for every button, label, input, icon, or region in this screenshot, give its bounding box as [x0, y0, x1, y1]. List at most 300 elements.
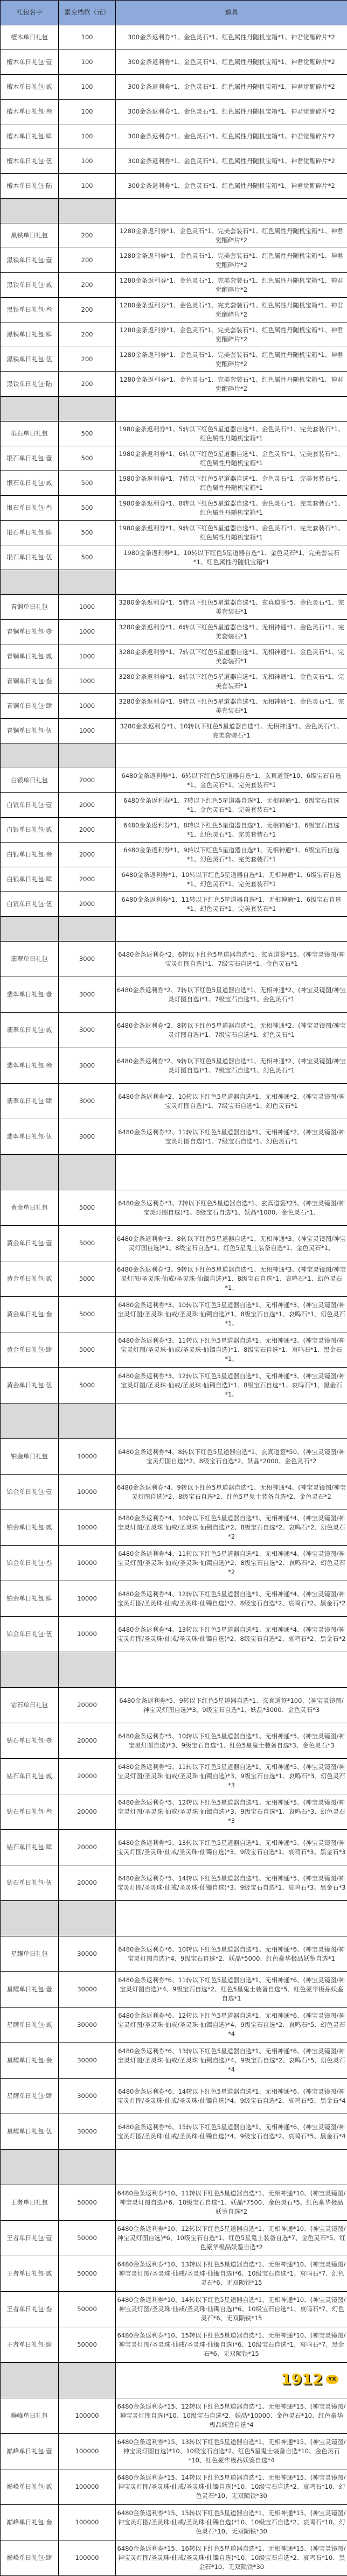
pack-items-cell: 3280金条返利券*1、7转以下红色5星道器自选*1、无相神通*1、金色灵石*1、完美套装石*1 [116, 644, 347, 669]
pack-name-cell: 青铜单日礼包·肆 [1, 694, 59, 719]
table-row [1, 1759, 347, 1794]
pack-items-cell: 6480金条返利券*5、11转以下红色5星道器自选*1、无相神通*5、(神宝灵镜图/神宝灵灯图/圣灵珠·仙戒/圣灵珠·仙镯自选)*3、9级宝石自选*1、哀鸣石*3、幻色灵石*3 [116, 1759, 347, 1794]
separator-cell [59, 917, 116, 942]
pack-name-cell: 垠石单日礼包·伍 [1, 545, 59, 570]
pack-tier-cell: 100 [59, 50, 116, 75]
separator-cell [116, 1901, 347, 1936]
table-row [1, 1261, 347, 1297]
site-watermark-logo [281, 2370, 338, 2389]
separator-row [1, 570, 347, 595]
table-row [1, 1226, 347, 1261]
pack-tier-cell: 20000 [59, 1688, 116, 1723]
pack-items-cell: 6480金条返利券*4、8转以下红色5星道器自选*1、玄真道签*50、(神宝灵镜图/神宝灵灯图自选)*2、8级宝石自选*2、妖晶*2000、金色灵石*2 [116, 1439, 347, 1475]
pack-items-cell: 6480金条返利券*10、14转以下红色5星道器自选*1、无相神通*10、(神宝灵镜图/神宝灵灯图/圣灵珠·仙戒/圣灵珠·仙镯自选)*6、10级宝石自选*1、哀鸣石*7、幻色灵石*6、无双陨铁*15 [116, 2292, 347, 2327]
pack-tier-cell: 200 [59, 347, 116, 372]
pack-items-cell: 6480金条返利券*4、9转以下红色5星道器自选*1、无相神通*4、(神宝灵镜图/神宝灵灯图自选)*2、8级宝石自选*2、红色5星鬼士装备自选*2、金色灵石*2 [116, 1475, 347, 1510]
pack-name-cell: 檀木单日礼包·叁 [1, 100, 59, 124]
separator-cell [116, 1652, 347, 1688]
pack-items-cell: 300金条返利券*1、金色灵石*1、红色属性丹随机宝箱*1、神君觉醒碎片*2 [116, 124, 347, 149]
separator-cell [1, 1403, 59, 1439]
pack-name-cell: 垠石单日礼包 [1, 422, 59, 446]
pack-items-cell: 3280金条返利券*1、10转以下红色5星道器自选*1、无相神通*1、金色灵石*1、完美套装石*1 [116, 719, 347, 743]
pack-items-cell: 6480金条返利券*6、13转以下红色5星道器自选*1、无相神通*6、(神宝灵镜图/神宝灵灯图/圣灵珠·仙戒/圣灵珠·仙镯自选)*4、9级宝石自选*2、哀鸣石*5、幻色灵石*4 [116, 2043, 347, 2079]
pack-name-cell: 星耀单日礼包·叁 [1, 2043, 59, 2079]
pack-items-cell: 6480金条返利券*3、8转以下红色5星道器自选*1、无相神通*3、(神宝灵镜图/神宝灵灯图自选)*1、8级宝石自选*1、红色5星鬼士装备自选*1、金色灵石*1、 [116, 1226, 347, 1261]
pack-tier-cell: 20000 [59, 1865, 116, 1901]
pack-tier-cell: 30000 [59, 2079, 116, 2114]
pack-tier-cell: 100 [59, 174, 116, 199]
table-row [1, 644, 347, 669]
pack-name-cell: 青铜单日礼包·叁 [1, 669, 59, 694]
pack-name-cell: 青铜单日礼包·壹 [1, 620, 59, 644]
pack-name-cell: 垠石单日礼包·壹 [1, 446, 59, 471]
pack-items-cell: 300金条返利券*1、金色灵石*1、红色属性丹随机宝箱*1、神君觉醒碎片*2 [116, 149, 347, 174]
separator-cell [116, 397, 347, 422]
pack-items-cell: 6480金条返利券*4、11转以下红色5星道器自选*1、无相神通*4、(神宝灵镜图/神宝灵灯图/圣灵珠·仙戒/圣灵珠·仙镯自选)*2、8级宝石自选*2、哀鸣石*2、幻色灵石*2 [116, 1546, 347, 1581]
table-row [1, 100, 347, 124]
separator-row [1, 743, 347, 768]
pack-tier-cell: 500 [59, 446, 116, 471]
separator-cell [1, 1652, 59, 1688]
table-row [1, 75, 347, 100]
pack-tier-cell: 1000 [59, 644, 116, 669]
table-row [1, 1688, 347, 1723]
pack-tier-cell: 10000 [59, 1439, 116, 1475]
pack-name-cell: 黄金单日礼包·贰 [1, 1261, 59, 1297]
pack-items-cell: 6480金条返利券*3、9转以下红色5星道器自选*1、无相神通*3、(神宝灵镜图/神宝灵灯图/圣灵珠·仙戒/圣灵珠·仙镯自选)*1、8级宝石自选*1、哀鸣石*1、幻色灵石*1、 [116, 1261, 347, 1297]
pack-items-cell: 6480金条返利券*6、11转以下红色5星道器自选*1、无相神通*6、(神宝灵镜图/神宝灵灯图自选)*4、9级宝石自选*2、红色5星鬼士装备自选*5、红色豪华极品妖鉴自选*1 [116, 1972, 347, 2008]
separator-cell [59, 1901, 116, 1936]
pack-items-cell: 1980金条返利券*1、8转以下红色5星道器自选*1、金色灵石*1、完美套装石*1、红色属性丹随机宝箱*1 [116, 496, 347, 521]
pack-tier-cell: 10000 [59, 1617, 116, 1652]
separator-cell [59, 2150, 116, 2185]
table-row [1, 545, 347, 570]
pack-tier-cell: 3000 [59, 977, 116, 1013]
pack-tier-cell: 100000 [59, 2469, 116, 2505]
pack-items-cell: 6480金条返利券*15、12转以下红色5星道器自选*1、无相神通*15、(神宝灵镜图/神宝灵灯图自选)*10、10级宝石自选*2、妖晶*10000、金色灵石*10、红色豪华极品妖鉴自选*4 [116, 2398, 347, 2434]
pack-items-cell: 6480金条返利券*15、16转以下红色5星道器自选*1、无相神通*15、(神宝灵镜图/神宝灵灯图/圣灵珠·仙戒/圣灵珠·仙镯自选)*10、10级宝石自选*2、哀鸣石*10、黑金石*10、无双陨铁*30 [116, 2540, 347, 2576]
pack-items-cell: 3280金条返利券*1、8转以下红色5星道器自选*1、无相神通*1、金色灵石*1、完美套装石*1 [116, 669, 347, 694]
pack-tier-cell: 20000 [59, 1830, 116, 1865]
table-row [1, 1297, 347, 1332]
pack-name-cell: 黄金单日礼包·伍 [1, 1368, 59, 1403]
separator-cell [1, 397, 59, 422]
pack-items-cell: 6480金条返利券*5、9转以下红色5星道器自选*1、玄真道签*100、(神宝灵镜图/神宝灵灯图自选)*3、9级宝石自选*1、妖晶*3000、金色灵石*3 [116, 1688, 347, 1723]
pack-tier-cell: 3000 [59, 1048, 116, 1084]
pack-name-cell: 青铜单日礼包·贰 [1, 644, 59, 669]
pack-tier-cell: 30000 [59, 2114, 116, 2150]
pack-items-cell: 300金条返利券*1、金色灵石*1、红色属性丹随机宝箱*1、神君觉醒碎片*2 [116, 50, 347, 75]
table-row [1, 1581, 347, 1617]
pack-tier-cell: 100000 [59, 2505, 116, 2540]
table-body [1, 25, 347, 2576]
separator-row [1, 397, 347, 422]
table-row [1, 1617, 347, 1652]
table-row [1, 768, 347, 793]
table-row [1, 446, 347, 471]
pack-tier-cell: 30000 [59, 2043, 116, 2079]
pack-tier-cell: 1000 [59, 719, 116, 743]
pack-items-cell: 300金条返利券*1、金色灵石*1、红色属性丹随机宝箱*1、神君觉醒碎片*2 [116, 25, 347, 50]
pack-tier-cell: 2000 [59, 793, 116, 818]
pack-name-cell: 铂金单日礼包·贰 [1, 1510, 59, 1546]
pack-items-cell: 6480金条返利券*2、11转以下红色5星道器自选*1、无相神通*2、(神宝灵镜图/神宝灵灯图自选)*1、7级宝石自选*1、幻色灵石*1 [116, 1119, 347, 1155]
pack-name-cell: 铂金单日礼包·肆 [1, 1581, 59, 1617]
pack-tier-cell: 5000 [59, 1261, 116, 1297]
pack-items-cell: 6480金条返利券*15、15转以下红色5星道器自选*1、无相神通*15、(神宝灵镜图/神宝灵灯图/圣灵珠·仙戒/圣灵珠·仙镯自选)*10、10级宝石自选*2、哀鸣石*10、幻色灵石*10、无双陨铁*30 [116, 2505, 347, 2540]
pack-items-cell: 6480金条返利券*5、10转以下红色5星道器自选*1、无相神通*5、(神宝灵镜图/神宝灵灯图自选)*3、9级宝石自选*1、红色5星鬼士装备自选*3、金色灵石*3 [116, 1723, 347, 1759]
separator-row [1, 917, 347, 942]
table-row [1, 2327, 347, 2363]
pack-name-cell: 垠石单日礼包·肆 [1, 521, 59, 545]
table-row [1, 1865, 347, 1901]
pack-items-cell: 1280金条返利券*1、金色灵石*1、完美套装石*1、红色属性丹随机宝箱*1、神君觉醒碎片*2 [116, 273, 347, 298]
table-row [1, 1972, 347, 2008]
pack-name-cell: 黑铁单日礼包·肆 [1, 322, 59, 347]
pack-items-cell: 1980金条返利券*1、10转以下红色5星道器自选*1、金色灵石*1、完美套装石*1、红色属性丹随机宝箱*1 [116, 545, 347, 570]
pack-name-cell: 檀木单日礼包·伍 [1, 149, 59, 174]
table-row [1, 521, 347, 545]
pack-name-cell: 铂金单日礼包·叁 [1, 1546, 59, 1581]
table-row [1, 942, 347, 977]
pack-name-cell: 白银单日礼包·肆 [1, 867, 59, 892]
table-row [1, 1013, 347, 1048]
pack-tier-cell: 100000 [59, 2398, 116, 2434]
pack-tier-cell: 5000 [59, 1297, 116, 1332]
table-row [1, 669, 347, 694]
pack-name-cell: 青铜单日礼包·伍 [1, 719, 59, 743]
column-header-tier: 累充档位（元） [59, 1, 116, 25]
pack-items-cell: 6480金条返利券*15、13转以下红色5星道器自选*1、无相神通*15、(神宝灵镜图/神宝灵灯图自选)*10、10级宝石自选*2、红色5星鬼士装备自选*10、金色灵石*10、红色豪华极品妖鉴自选*4 [116, 2434, 347, 2469]
pack-items-cell: 6480金条返利券*1、8转以下红色5星道器自选*1、无相神通*1、6级宝石自选*1、幻色灵石*1、完美套装石*1 [116, 818, 347, 843]
table-row [1, 1190, 347, 1226]
pack-name-cell: 黄金单日礼包·壹 [1, 1226, 59, 1261]
pack-tier-cell: 3000 [59, 942, 116, 977]
table-row [1, 422, 347, 446]
pack-name-cell: 白银单日礼包·贰 [1, 818, 59, 843]
pack-items-cell: 6480金条返利券*2、7转以下红色5星道器自选*1、无相神通*2、(神宝灵镜图/神宝灵灯图自选)*1、7级宝石自选*1、金色灵石*1 [116, 977, 347, 1013]
pack-items-cell: 6480金条返利券*6、12转以下红色5星道器自选*1、无相神通*6、(神宝灵镜图/神宝灵灯图/圣灵珠·仙戒/圣灵珠·仙镯自选)*4、9级宝石自选*2、哀鸣石*5、幻色灵石*4 [116, 2008, 347, 2043]
pack-items-cell: 6480金条返利券*5、13转以下红色5星道器自选*1、无相神通*5、(神宝灵镜图/神宝灵灯图/圣灵珠·仙戒/圣灵珠·仙镯自选)*3、9级宝石自选*1、哀鸣石*3、黑金石*3 [116, 1830, 347, 1865]
separator-cell [1, 2363, 59, 2398]
table-row [1, 347, 347, 372]
separator-cell [59, 1652, 116, 1688]
pack-tier-cell: 20000 [59, 1759, 116, 1794]
pack-tier-cell: 50000 [59, 2292, 116, 2327]
table-row [1, 174, 347, 199]
pack-name-cell: 黄金单日礼包·叁 [1, 1297, 59, 1332]
separator-row [1, 1652, 347, 1688]
pack-name-cell: 巅峰单日礼包·贰 [1, 2469, 59, 2505]
pack-items-cell: 6480金条返利券*6、14转以下红色5星道器自选*1、无相神通*6、(神宝灵镜图/神宝灵灯图/圣灵珠·仙戒/圣灵珠·仙镯自选)*4、9级宝石自选*2、哀鸣石*5、黑金石*4 [116, 2079, 347, 2114]
table-row [1, 2043, 347, 2079]
pack-tier-cell: 30000 [59, 1972, 116, 2008]
pack-name-cell: 檀木单日礼包·肆 [1, 124, 59, 149]
pack-tier-cell: 10000 [59, 1510, 116, 1546]
pack-items-cell: 6480金条返利券*4、10转以下红色5星道器自选*1、无相神通*4、(神宝灵镜图/神宝灵灯图/圣灵珠·仙戒/圣灵珠·仙镯自选)*2、8级宝石自选*2、哀鸣石*2、幻色灵石*2 [116, 1510, 347, 1546]
pack-name-cell: 白银单日礼包·壹 [1, 793, 59, 818]
separator-cell [59, 2363, 116, 2398]
pack-items-cell: 6480金条返利券*1、7转以下红色5星道器自选*1、无相神通*1、6级宝石自选*1、金色灵石*1、完美套装石*1 [116, 793, 347, 818]
pack-name-cell: 白银单日礼包·叁 [1, 843, 59, 867]
table-row [1, 843, 347, 867]
pack-items-cell: 6480金条返利券*1、11转以下红色5星道器自选*1、无相神通*1、6级宝石自选*1、幻色灵石*1、完美套装石*1 [116, 892, 347, 917]
pack-name-cell: 青铜单日礼包 [1, 595, 59, 620]
pack-items-cell: 6480金条返利券*2、10转以下红色5星道器自选*1、无相神通*2、(神宝灵镜图/神宝灵灯图自选)*1、7级宝石自选*1、幻色灵石*1 [116, 1084, 347, 1119]
table-row [1, 1723, 347, 1759]
table-row [1, 2008, 347, 2043]
pack-tier-cell: 500 [59, 471, 116, 496]
pack-items-cell: 6480金条返利券*2、6转以下红色5星道器自选*1、玄真道签*15、(神宝灵镜图/神宝灵灯图自选)*1、7级宝石自选*1、金色灵石*1 [116, 942, 347, 977]
pack-tier-cell: 200 [59, 273, 116, 298]
pack-items-cell: 300金条返利券*1、金色灵石*1、红色属性丹随机宝箱*1、神君觉醒碎片*2 [116, 174, 347, 199]
table-row [1, 1048, 347, 1084]
pack-name-cell: 王者单日礼包·叁 [1, 2292, 59, 2327]
separator-cell [116, 2150, 347, 2185]
pack-items-cell: 6480金条返利券*5、12转以下红色5星道器自选*1、无相神通*5、(神宝灵镜图/神宝灵灯图/圣灵珠·仙戒/圣灵珠·仙镯自选)*3、9级宝石自选*1、哀鸣石*3、幻色灵石*3 [116, 1794, 347, 1830]
table-row [1, 977, 347, 1013]
pack-items-cell: 6480金条返利券*2、9转以下红色5星道器自选*1、无相神通*2、(神宝灵镜图/神宝灵灯图自选)*1、7级宝石自选*1、幻色灵石*1 [116, 1048, 347, 1084]
pack-items-cell: 3280金条返利券*1、5转以下红色5星道器自选*1、玄真道签*5、金色灵石*1、完美套装石*1 [116, 595, 347, 620]
separator-cell [1, 199, 59, 223]
separator-cell [116, 570, 347, 595]
pack-tier-cell: 100 [59, 149, 116, 174]
pack-name-cell: 钻石单日礼包·叁 [1, 1794, 59, 1830]
separator-row [1, 2150, 347, 2185]
pack-name-cell: 黄金单日礼包·肆 [1, 1332, 59, 1368]
pack-name-cell: 檀木单日礼包·贰 [1, 75, 59, 100]
pack-items-cell: 1280金条返利券*1、金色灵石*1、完美套装石*1、红色属性丹随机宝箱*1、神君觉醒碎片*2 [116, 322, 347, 347]
table-row [1, 322, 347, 347]
pack-name-cell: 星耀单日礼包 [1, 1936, 59, 1972]
pack-name-cell: 星耀单日礼包·伍 [1, 2114, 59, 2150]
table-row [1, 719, 347, 743]
pack-name-cell: 檀木单日礼包 [1, 25, 59, 50]
pack-items-cell: 6480金条返利券*2、8转以下红色5星道器自选*1、无相神通*2、(神宝灵镜图/神宝灵灯图自选)*1、7级宝石自选*1、幻色灵石*1 [116, 1013, 347, 1048]
pack-tier-cell: 5000 [59, 1226, 116, 1261]
pack-tier-cell: 100 [59, 75, 116, 100]
pack-name-cell: 檀木单日礼包·陆 [1, 174, 59, 199]
pack-name-cell: 白银单日礼包 [1, 768, 59, 793]
pack-tier-cell: 500 [59, 545, 116, 570]
separator-cell [1, 743, 59, 768]
table-row [1, 1475, 347, 1510]
pack-name-cell: 黑铁单日礼包·陆 [1, 372, 59, 397]
separator-cell [59, 1155, 116, 1190]
table-row [1, 892, 347, 917]
pack-items-cell: 6480金条返利券*3、11转以下红色5星道器自选*1、无相神通*3、(神宝灵镜图/神宝灵灯图/圣灵珠·仙戒/圣灵珠·仙镯自选)*1、8级宝石自选*1、哀鸣石*1、黑金石*1、 [116, 1332, 347, 1368]
pack-name-cell: 钻石单日礼包·肆 [1, 1830, 59, 1865]
table-row [1, 2221, 347, 2256]
table-row [1, 2185, 347, 2221]
pack-items-cell: 1280金条返利券*1、金色灵石*1、完美套装石*1、红色属性丹随机宝箱*1、神君觉醒碎片*2 [116, 298, 347, 322]
pack-items-cell: 3280金条返利券*1、9转以下红色5星道器自选*1、无相神通*1、金色灵石*1、完美套装石*1 [116, 694, 347, 719]
watermark-number: 1912 [281, 2370, 323, 2388]
pack-items-cell: 1980金条返利券*1、5转以下红色5星道器自选*1、金色灵石*1、完美套装石*1、红色属性丹随机宝箱*1 [116, 422, 347, 446]
separator-cell [59, 199, 116, 223]
pack-name-cell: 王者单日礼包·肆 [1, 2327, 59, 2363]
pack-tier-cell: 10000 [59, 1546, 116, 1581]
pack-tier-cell: 3000 [59, 1119, 116, 1155]
pack-items-cell: 6480金条返利券*10、11转以下红色5星道器自选*1、无相神通*10、(神宝灵镜图/神宝灵灯图自选)*6、10级宝石自选*1、妖晶*7500、金色灵石*5、红色豪华极品妖鉴自选*2 [116, 2185, 347, 2221]
pack-tier-cell: 100000 [59, 2540, 116, 2576]
pack-items-cell: 6480金条返利券*10、12转以下红色5星道器自选*1、无相神通*10、(神宝灵镜图/神宝灵灯图自选)*6、10级宝石自选*1、红色5星鬼士装备自选*7、金色灵石*5、红色豪华极品妖鉴自选*2 [116, 2221, 347, 2256]
pack-items-cell: 6480金条返利券*15、14转以下红色5星道器自选*1、无相神通*15、(神宝灵镜图/神宝灵灯图/圣灵珠·仙戒/圣灵珠·仙镯自选)*10、10级宝石自选*2、哀鸣石*10、幻色灵石*10、无双陨铁*30 [116, 2469, 347, 2505]
pack-name-cell: 檀木单日礼包·壹 [1, 50, 59, 75]
pack-tier-cell: 2000 [59, 768, 116, 793]
table-row [1, 2434, 347, 2469]
pack-tier-cell: 200 [59, 372, 116, 397]
separator-cell [116, 743, 347, 768]
pack-name-cell: 翡翠单日礼包·肆 [1, 1084, 59, 1119]
pack-tier-cell: 100 [59, 100, 116, 124]
table-row [1, 2505, 347, 2540]
pack-items-cell: 6480金条返利券*10、15转以下红色5星道器自选*1、无相神通*10、(神宝灵镜图/神宝灵灯图/圣灵珠·仙戒/圣灵珠·仙镯自选)*6、10级宝石自选*1、哀鸣石*7、黑金石*6、无双陨铁*15 [116, 2327, 347, 2363]
table-row [1, 298, 347, 322]
table-row [1, 471, 347, 496]
pack-name-cell: 翡翠单日礼包·叁 [1, 1048, 59, 1084]
separator-row [1, 199, 347, 223]
table-row [1, 1794, 347, 1830]
table-row [1, 1119, 347, 1155]
table-row [1, 2540, 347, 2576]
pack-name-cell: 巅峰单日礼包·壹 [1, 2434, 59, 2469]
pack-items-cell: 3280金条返利券*1、6转以下红色5星道器自选*1、无相神通*1、金色灵石*1、完美套装石*1 [116, 620, 347, 644]
table-row [1, 248, 347, 273]
pack-items-cell: 6480金条返利券*1、6转以下红色5星道器自选*1、玄真道签*10、6级宝石自选*1、金色灵石*1、完美套装石*1 [116, 768, 347, 793]
pack-tier-cell: 100 [59, 25, 116, 50]
pack-name-cell: 星耀单日礼包·壹 [1, 1972, 59, 2008]
pack-tier-cell: 2000 [59, 867, 116, 892]
separator-cell [59, 397, 116, 422]
pack-items-cell: 6480金条返利券*4、12转以下红色5星道器自选*1、无相神通*4、(神宝灵镜图/神宝灵灯图/圣灵珠·仙戒/圣灵珠·仙镯自选)*2、8级宝石自选*2、哀鸣石*2、黑金石*2 [116, 1581, 347, 1617]
pack-name-cell: 铂金单日礼包·壹 [1, 1475, 59, 1510]
pack-tier-cell: 100 [59, 124, 116, 149]
pack-items-cell: 6480金条返利券*6、10转以下红色5星道器自选*1、无相神通*6、(神宝灵镜图/神宝灵灯图自选)*4、9级宝石自选*2、妖晶*5000、红色豪华极品妖鉴自选*1 [116, 1936, 347, 1972]
pack-name-cell: 黑铁单日礼包·壹 [1, 248, 59, 273]
pack-name-cell: 王者单日礼包 [1, 2185, 59, 2221]
separator-row [1, 1403, 347, 1439]
pack-tier-cell: 100000 [59, 2434, 116, 2469]
pack-tier-cell: 30000 [59, 1936, 116, 1972]
pack-tier-cell: 1000 [59, 669, 116, 694]
pack-name-cell: 巅峰单日礼包·叁 [1, 2505, 59, 2540]
pack-items-cell: 300金条返利券*1、金色灵石*1、红色属性丹随机宝箱*1、神君觉醒碎片*2 [116, 100, 347, 124]
pack-tier-cell: 30000 [59, 2008, 116, 2043]
separator-cell [59, 1403, 116, 1439]
pack-name-cell: 巅峰单日礼包·肆 [1, 2540, 59, 2576]
pack-tier-cell: 2000 [59, 818, 116, 843]
separator-cell [116, 1403, 347, 1439]
column-header-items: 道具 [116, 1, 347, 25]
pack-tier-cell: 50000 [59, 2221, 116, 2256]
pack-tier-cell: 10000 [59, 1475, 116, 1510]
pack-name-cell: 钻石单日礼包 [1, 1688, 59, 1723]
pack-tier-cell: 3000 [59, 1013, 116, 1048]
table-row [1, 496, 347, 521]
pack-tier-cell: 20000 [59, 1723, 116, 1759]
pack-name-cell: 铂金单日礼包 [1, 1439, 59, 1475]
pack-items-cell: 6480金条返利券*10、13转以下红色5星道器自选*1、无相神通*10、(神宝灵镜图/神宝灵灯图/圣灵珠·仙戒/圣灵珠·仙镯自选)*6、10级宝石自选*1、哀鸣石*7、幻色灵石*6、无双陨铁*15 [116, 2256, 347, 2292]
pack-tier-cell: 3000 [59, 1084, 116, 1119]
separator-cell [116, 917, 347, 942]
pack-tier-cell: 500 [59, 521, 116, 545]
pack-tier-cell: 5000 [59, 1190, 116, 1226]
table-row [1, 2398, 347, 2434]
pack-name-cell: 铂金单日礼包·伍 [1, 1617, 59, 1652]
separator-cell [59, 570, 116, 595]
separator-cell [116, 1155, 347, 1190]
separator-cell [1, 1155, 59, 1190]
pack-name-cell: 垠石单日礼包·贰 [1, 471, 59, 496]
pack-items-cell: 6480金条返利券*3、7转以下红色5星道器自选*1、玄真道签*25、(神宝灵镜图/神宝灵灯图自选)*1、8级宝石自选*1、妖晶*1000、金色灵石*1、 [116, 1190, 347, 1226]
separator-row [1, 1155, 347, 1190]
table-row [1, 223, 347, 248]
pack-name-cell: 巅峰单日礼包 [1, 2398, 59, 2434]
pack-items-cell: 300金条返利券*1、金色灵石*1、红色属性丹随机宝箱*1、神君觉醒碎片*2 [116, 75, 347, 100]
pack-tier-cell: 500 [59, 496, 116, 521]
table-row [1, 793, 347, 818]
pack-tier-cell: 2000 [59, 892, 116, 917]
pack-items-cell: 1280金条返利券*1、金色灵石*1、完美套装石*1、红色属性丹随机宝箱*1、神君觉醒碎片*2 [116, 248, 347, 273]
pack-items-cell: 6480金条返利券*3、12转以下红色5星道器自选*1、无相神通*3、(神宝灵镜图/神宝灵灯图/圣灵珠·仙戒/圣灵珠·仙镯自选)*1、8级宝石自选*1、哀鸣石*1、黑金石*1、 [116, 1368, 347, 1403]
pack-name-cell: 黑铁单日礼包·叁 [1, 298, 59, 322]
pack-items-cell: 1280金条返利券*1、金色灵石*1、完美套装石*1、红色属性丹随机宝箱*1、神君觉醒碎片*2 [116, 347, 347, 372]
pack-name-cell: 翡翠单日礼包·贰 [1, 1013, 59, 1048]
pack-items-cell: 1980金条返利券*1、6转以下红色5星道器自选*1、金色灵石*1、完美套装石*1、红色属性丹随机宝箱*1 [116, 446, 347, 471]
table-row [1, 1368, 347, 1403]
pack-name-cell: 垠石单日礼包·叁 [1, 496, 59, 521]
pack-name-cell: 钻石单日礼包·贰 [1, 1759, 59, 1794]
table-row [1, 2469, 347, 2505]
table-row [1, 273, 347, 298]
table-row [1, 149, 347, 174]
pack-name-cell: 翡翠单日礼包·壹 [1, 977, 59, 1013]
pack-name-cell: 黑铁单日礼包 [1, 223, 59, 248]
pack-name-cell: 白银单日礼包·伍 [1, 892, 59, 917]
table-row [1, 124, 347, 149]
table-row [1, 694, 347, 719]
pack-items-cell: 6480金条返利券*5、14转以下红色5星道器自选*1、无相神通*5、(神宝灵镜图/神宝灵灯图/圣灵珠·仙戒/圣灵珠·仙镯自选)*3、9级宝石自选*1、哀鸣石*3、黑金石*3 [116, 1865, 347, 1901]
pack-tier-cell: 5000 [59, 1368, 116, 1403]
pack-tier-cell: 200 [59, 248, 116, 273]
pack-items-cell: 6480金条返利券*6、15转以下红色5星道器自选*1、无相神通*6、(神宝灵镜图/神宝灵灯图/圣灵珠·仙戒/圣灵珠·仙镯自选)*4、9级宝石自选*2、哀鸣石*5、黑金石*4 [116, 2114, 347, 2150]
table-row [1, 2256, 347, 2292]
column-header-name: 礼包名字 [1, 1, 59, 25]
pack-name-cell: 星耀单日礼包·贰 [1, 2008, 59, 2043]
table-row [1, 2292, 347, 2327]
pack-tier-cell: 10000 [59, 1581, 116, 1617]
table-row [1, 2114, 347, 2150]
table-row [1, 867, 347, 892]
pack-items-cell: 6480金条返利券*1、9转以下红色5星道器自选*1、无相神通*1、6级宝石自选*1、幻色灵石*1、完美套装石*1 [116, 843, 347, 867]
pack-name-cell: 钻石单日礼包·壹 [1, 1723, 59, 1759]
pack-tier-cell: 50000 [59, 2185, 116, 2221]
separator-row [1, 1901, 347, 1936]
table-row [1, 818, 347, 843]
pack-name-cell: 黑铁单日礼包·贰 [1, 273, 59, 298]
pack-tier-cell: 5000 [59, 1332, 116, 1368]
separator-cell [1, 2150, 59, 2185]
pack-tier-cell: 1000 [59, 620, 116, 644]
table-row [1, 372, 347, 397]
watermark-badge: YX [326, 2375, 338, 2384]
table-row [1, 2079, 347, 2114]
table-row [1, 1332, 347, 1368]
pack-tier-cell: 200 [59, 223, 116, 248]
table-row [1, 1510, 347, 1546]
pack-name-cell: 黄金单日礼包 [1, 1190, 59, 1226]
